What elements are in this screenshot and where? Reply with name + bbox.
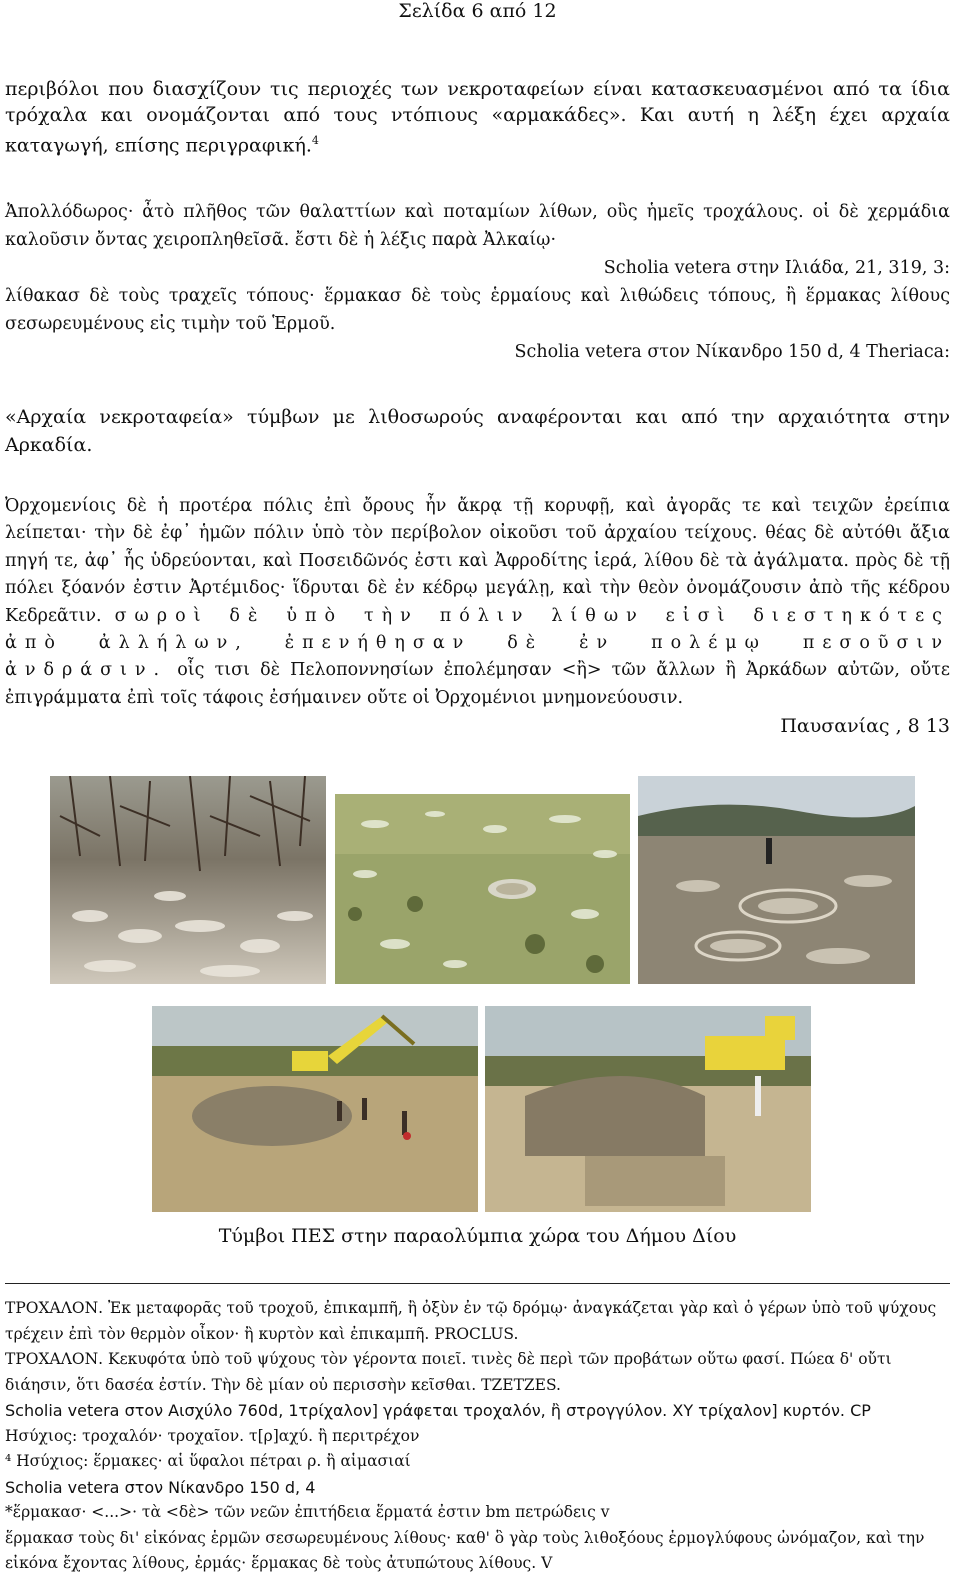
note-hesychius-trochalon: Ησύχιος: τροχαλόν· τροχαῖον. τ[ρ]αχύ. ἢ περιτρέχον (5, 1426, 420, 1445)
quote-hermakas: λίθακασ δὲ τοὺς τραχεῖς τόπους· ἕρμακασ δὲ τοὺς ἑρμαίους καὶ λιθώδεις τόπους, ἢ ἕρμακας λίθους σεσωρευμένους εἰς τιμὴν τοῦ Ἑρμοῦ. (5, 286, 950, 334)
note-hermakas-2: ἕρμακασ τοὺς δι' εἰκόνας ἑρμῶν σεσωρευμένους λίθους· καθ' ὃ γὰρ τοὺς λιθοξόους ἑρμογλύφους ὠνόμαζον, καὶ την εἰκόνα ἔχοντας λίθους, ἑρμάς· ἕρμακας δὲ τοὺς ἀτυπώτους λίθους. V (5, 1528, 925, 1572)
note-hermakas-1: *ἕρμακασ· <...>· τὰ <δὲ> τῶν νεῶν ἐπιτήδεια ἕρματά ἐστιν bm πετρώδεις v (5, 1503, 610, 1521)
photo-aerial-tumulus-field (335, 794, 630, 984)
pausanias-quote (5, 493, 950, 712)
footnotes (5, 1296, 950, 1577)
note-hesychius-hermakes: ⁴ Ησύχιος: ἕρμακες· αἱ ὕφαλοι πέτραι ρ. ἢ αἱμασιαί (5, 1452, 411, 1470)
quote-source-iliad: Scholia vetera στην Ιλιάδα, 21, 319, 3: (603, 258, 950, 278)
quote-source-nikandros: Scholia vetera στον Νίκανδρο 150 d, 4 Theriaca: (514, 342, 950, 362)
pausanias-source: Παυσανίας , 8 13 (780, 715, 950, 738)
photo-excavator-tumulus-2 (485, 1006, 811, 1212)
page-header: Σελίδα 6 από 12 (398, 0, 557, 22)
note-trochalon-tzetzes: ΤΡΟΧΑΛΟΝ. Κεκυφότα ὑπὸ τοῦ ψύχους τὸν γέροντα ποιεῖ. τινὲς δὲ περὶ τῶν προβάτων οὕτω φασί. Πώεα δ' οὔτι διάησιν, ὅτι δασέα ἐστίν. Τὴν δὲ μίαν οὐ περισσὴν κεῖσθαι. TZETZES. (5, 1350, 892, 1394)
photo-burned-forest-cairns (50, 776, 326, 984)
intro-text: περιβόλοι που διασχίζουν τις περιοχές των νεκροταφείων είναι κατασκευασμένοι από τα ίδια τρόχαλα και ονομάζονται από τους ντόπιους «αρμακάδες». Και αυτή η λέξη έχει αρχαία καταγωγή, επίσης περιγραφική. (5, 78, 950, 157)
pausanias-part-b: οἷς τισι δὲ Πελοποννησίων ἐπολέμησαν <ἢ> τῶν ἄλλων ἢ Ἀρκάδων αὐτῶν, οὔτε ἐπιγράμματα ἐπὶ τοῖς τάφοις ἐσήμαινεν οὔτε οἱ Ὀρχομένιοι μνημονεύουσιν. (5, 660, 950, 708)
pausanias-part-a: Ὀρχομενίοις δὲ ἡ προτέρα πόλις ἐπὶ ὄρους ἦν ἄκρᾳ τῇ κορυφῇ, καὶ ἀγορᾶς τε καὶ τειχῶν ἐρείπια λείπεται· τὴν δὲ ἐφ᾽ ἡμῶν πόλιν ὑπὸ τὸν περίβολον οἰκοῦσι τοῦ ἀρχαίου τείχους. θέας δὲ αὐτόθι ἄξια πηγή τε, ἀφ᾽ ἧς ὑδρεύονται, καὶ Ποσειδῶνός ἐστι καὶ Ἀφροδίτης ἱερά, λίθου δὲ τὰ ἀγάλματα. πρὸς δὲ τῇ πόλει ξόανόν ἐστιν Ἀρτέμιδος· ἵδρυται δὲ ἐν κέδρῳ μεγάλῃ, καὶ τὴν θεὸν ὀνομάζουσιν ἀπὸ τῆς κέδρου Κεδρεᾶτιν. (5, 496, 950, 626)
arcadia-paragraph: «Αρχαία νεκροταφεία» τύμβων με λιθοσωρούς αναφέρονται και από την αρχαιότητα στην Αρκαδία. (5, 406, 950, 456)
page (5, 0, 950, 1572)
quote-apollodorus: Ἀπολλόδωρος· ἆτὸ πλῆθος τῶν θαλαττίων καὶ ποταμίων λίθων, οὓς ἡμεῖς τροχάλους. οἱ δὲ χερμάδια καλοῦσιν ὄντας χειροπληθεῖσᾶ. ἔστι δὲ ἡ λέξις παρὰ Ἀλκαίῳ· (5, 202, 950, 250)
intro-paragraph (5, 76, 950, 158)
footnote-separator (5, 1283, 950, 1284)
note-nikandros: Scholia vetera στον Νίκανδρο 150 d, 4 (5, 1477, 316, 1497)
photo-excavator-tumulus-1 (152, 1006, 478, 1212)
note-aeschylus: Scholia vetera στον Αισχύλο 760d, 1τρίχαλον] γράφεται τροχαλόν, ἢ στρογγύλον. XY τρίχαλον] κυρτόν. CP (5, 1401, 871, 1420)
note-trochalon-proclus: ΤΡΟΧΑΛΟΝ. Ἐκ μεταφορᾶς τοῦ τροχοῦ, ἐπικαμπῆ, ἢ ὀξὺν ἐν τῷ δρόμῳ· ἀναγκάζεται γὰρ καὶ ὁ γέρων ὑπὸ τοῦ ψύχους τρέχειν ἐπὶ τὸν θερμὸν οἶκον· ἢ κυρτὸν καὶ ἐπικαμπῆ. PROCLUS. (5, 1299, 937, 1343)
photo-excavated-tumulus-rings (638, 776, 915, 984)
pausanias-spaced: σωροὶ δὲ ὑπὸ τὴν πόλιν λίθων εἰσὶ διεστηκότες ἀπὸ ἀλλήλων, ἐπενήθησαν δὲ ἐν πολέμῳ πεσοῦσιν ἀνδράσιν. (5, 605, 950, 681)
footnote-ref[interactable]: 4 (311, 134, 319, 147)
photo-caption: Τύμβοι ΠΕΣ στην παραολύμπια χώρα του Δήμου Δίου (218, 1225, 737, 1247)
